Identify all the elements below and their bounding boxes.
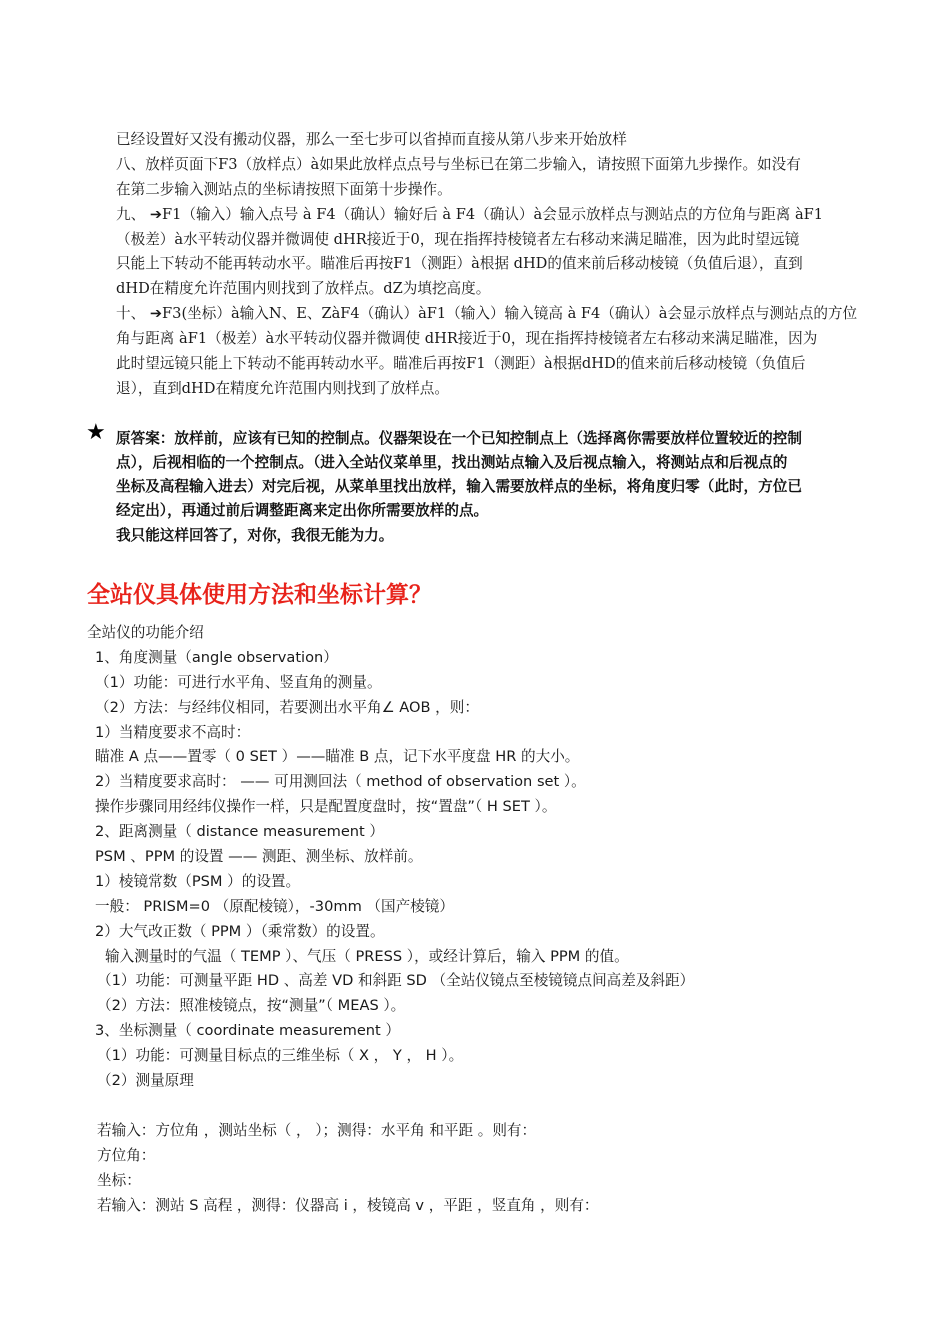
body-line: 方位角： <box>97 1147 156 1164</box>
body-line: 1）棱镜常数（PSM ）的设置。 <box>95 873 301 890</box>
answer-line: 我只能这样回答了，对你，我很无能为力。 <box>116 527 394 544</box>
body-line: 一般： PRISM=0 （原配棱镜），-30mm （国产棱镜） <box>95 898 454 915</box>
body-line: 操作步骤同用经纬仪操作一样，只是配置度盘时，按“置盘”（ H SET ）。 <box>95 798 557 815</box>
body-line: 3、坐标测量（ coordinate measurement ） <box>95 1022 401 1039</box>
body-line: 若输入：方位角 ，测站坐标（ ， ）；测得：水平角 和平距 。则有： <box>97 1122 537 1139</box>
body-line: 1、角度测量（angle observation） <box>95 649 338 666</box>
step-text-line: （极差）à水平转动仪器并微调使 dHR接近于0，现在指挥持棱镜者左右移动来满足瞄准，因为此时望远镜 <box>116 231 800 248</box>
body-line: 瞄准 A 点——置零（ 0 SET ）——瞄准 B 点，记下水平度盘 HR 的大小。 <box>95 748 580 765</box>
answer-line: 坐标及高程输入进去）对完后视，从菜单里找出放样，输入需要放样点的坐标，将角度归零（此时，方位已 <box>116 478 802 495</box>
step-text-line: 此时望远镜只能上下转动不能再转动水平。瞄准后再按F1（测距）à根据dHD的值来前后移动棱镜（负值后 <box>116 355 806 372</box>
step-text-line: dHD在精度允许范围内则找到了放样点。dZ为填挖高度。 <box>116 280 491 297</box>
step-10-line: 十、 ➔F3(坐标）à输入N、E、ZàF4（确认）àF1（输入）输入镜高 à F4（确认）à会显示放样点与测站点的方位 <box>116 305 858 322</box>
body-line: 全站仪的功能介绍 <box>87 624 204 641</box>
answer-line: 经定出），再通过前后调整距离来定出你所需要放样的点。 <box>116 502 489 519</box>
body-line: PSM 、PPM 的设置 —— 测距、测坐标、放样前。 <box>95 848 423 865</box>
body-line: 1）当精度要求不高时： <box>95 724 251 741</box>
step-text-line: 已经设置好又没有搬动仪器，那么一至七步可以省掉而直接从第八步来开始放样 <box>116 131 627 148</box>
body-line: （2）方法：与经纬仪相同，若要测出水平角∠ AOB ，则： <box>95 699 479 716</box>
step-text-line: 只能上下转动不能再转动水平。瞄准后再按F1（测距）à根据 dHD的值来前后移动棱镜（负值后退），直到 <box>116 255 803 272</box>
body-line: 坐标： <box>97 1172 141 1189</box>
body-line: （2）方法：照准棱镜点，按“测量”（ MEAS ）。 <box>97 997 406 1014</box>
body-line: 若输入：测站 S 高程 ，测得：仪器高 i ，棱镜高 v ，平距 ，竖直角 ，则有： <box>97 1197 599 1214</box>
step-text-line: 角与距离 àF1（极差）à水平转动仪器并微调使 dHR接近于0，现在指挥持棱镜者左右移动来满足瞄准，因为 <box>116 330 818 347</box>
star-icon: ★ <box>86 420 106 445</box>
body-line: 2、距离测量（ distance measurement ） <box>95 823 385 840</box>
body-line: （1）功能：可测量目标点的三维坐标（ X ， Y ， H ）。 <box>97 1047 464 1064</box>
answer-line: 点），后视相临的一个控制点。（进入全站仪菜单里，找出测站点输入及后视点输入，将测站点和后视点的 <box>116 454 788 471</box>
body-line: 2）当精度要求高时： —— 可用测回法（ method of observation set ）。 <box>95 773 586 790</box>
body-line: 2）大气改正数（ PPM ）（乘常数）的设置。 <box>95 923 385 940</box>
step-8-line: 八、放样页面下F3（放样点）à如果此放样点点号与坐标已在第二步输入，请按照下面第九步操作。如没有 <box>116 156 801 173</box>
body-line: （2）测量原理 <box>97 1072 194 1089</box>
body-line: （1）功能：可进行水平角、竖直角的测量。 <box>95 674 382 691</box>
step-text-line: 退），直到dHD在精度允许范围内则找到了放样点。 <box>116 380 449 397</box>
body-line: 输入测量时的气温（ TEMP ）、气压（ PRESS ），或经计算后，输入 PPM 的值。 <box>105 948 629 965</box>
body-line: （1）功能：可测量平距 HD 、高差 VD 和斜距 SD （全站仪镜点至棱镜镜点间高差及斜距） <box>97 972 695 989</box>
step-text-line: 在第二步输入测站点的坐标请按照下面第十步操作。 <box>116 181 452 198</box>
answer-line: 原答案：放样前，应该有已知的控制点。仪器架设在一个已知控制点上（选择离你需要放样位置较近的控制 <box>116 430 802 447</box>
section-heading: 全站仪具体使用方法和坐标计算？ <box>87 582 432 608</box>
step-9-line: 九、 ➔F1（输入）输入点号 à F4（确认）输好后 à F4（确认）à会显示放样点与测站点的方位角与距离 àF1 <box>116 206 824 223</box>
